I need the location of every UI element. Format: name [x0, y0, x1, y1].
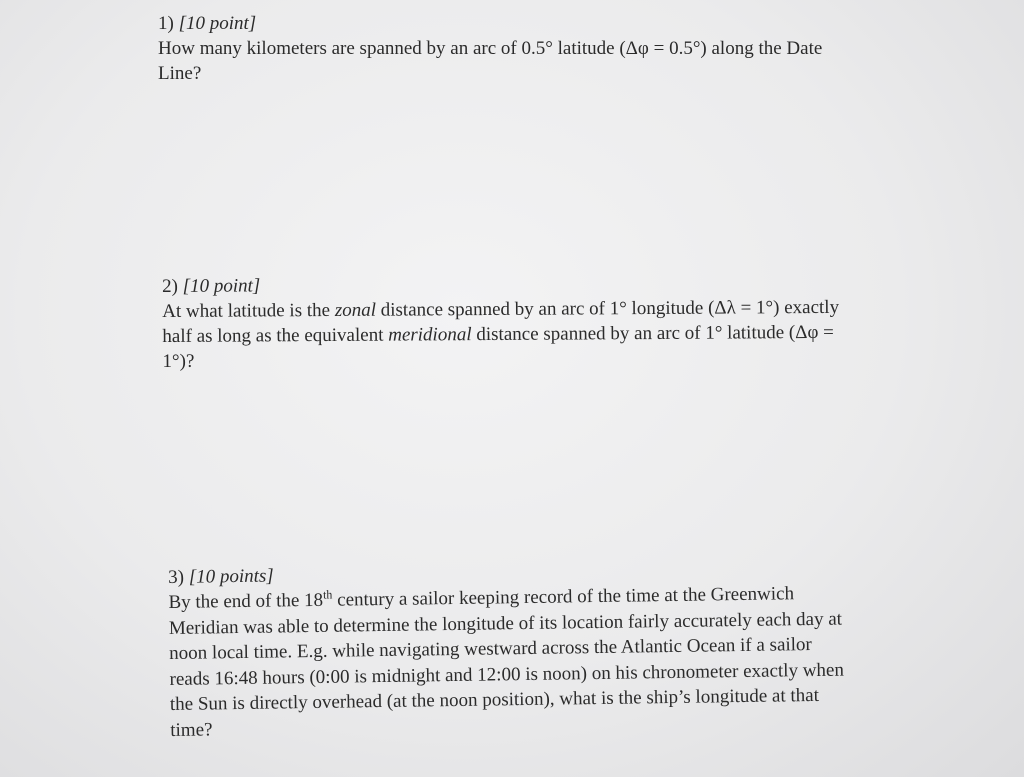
question-3-line1-start: By the end of the 18 [168, 589, 324, 613]
question-2-line [162, 320, 839, 349]
question-1-header [158, 12, 822, 36]
question-2-line1-start: At what latitude is the [162, 299, 335, 322]
question-3-line: time? [170, 718, 213, 741]
question-2-line2-start: half as long as the equivalent [162, 324, 389, 347]
question-3-line: the Sun is directly overhead (at the noon position), what is the ship’s longitude at that [169, 684, 820, 715]
question-3-line1-end: century a sailor keeping record of the time at the Greenwich [332, 583, 795, 611]
question-1-points: [10 point] [178, 13, 257, 34]
question-3-line: reads 16:48 hours (0:00 is midnight and 12:00 is noon) on his chronometer exactly when [169, 659, 845, 690]
question-3-points: [10 points] [188, 565, 274, 588]
question-1-text [158, 36, 822, 86]
question-2-zonal-term: zonal [334, 299, 377, 321]
question-2-line2-end: distance spanned by an arc of 1° latitude (Δφ = [471, 321, 834, 346]
question-3-line: Meridian was able to determine the longitude of its location fairly accurately each day at [168, 608, 843, 639]
question-2-meridional-term: meridional [388, 324, 472, 346]
question-3-text [168, 581, 844, 743]
question-2-number: 2) [162, 275, 178, 297]
question-3 [168, 557, 845, 743]
question-2 [162, 271, 839, 374]
question-3-superscript: th [322, 587, 333, 602]
question-2-points: [10 point] [182, 275, 261, 297]
question-3-line: noon local time. E.g. while navigating westward across the Atlantic Ocean if a sailor [169, 634, 812, 664]
question-1-number: 1) [158, 13, 174, 34]
question-3-number: 3) [168, 566, 185, 588]
question-1 [158, 12, 822, 86]
question-2-text [162, 295, 839, 374]
question-2-line1-end: distance spanned by an arc of 1° longitude (Δλ = 1°) exactly [375, 296, 840, 321]
question-1-line: Line? [158, 63, 202, 84]
question-2-line: 1°)? [162, 350, 195, 372]
question-1-line: How many kilometers are spanned by an arc of 0.5° latitude (Δφ = 0.5°) along the Date [158, 38, 823, 59]
